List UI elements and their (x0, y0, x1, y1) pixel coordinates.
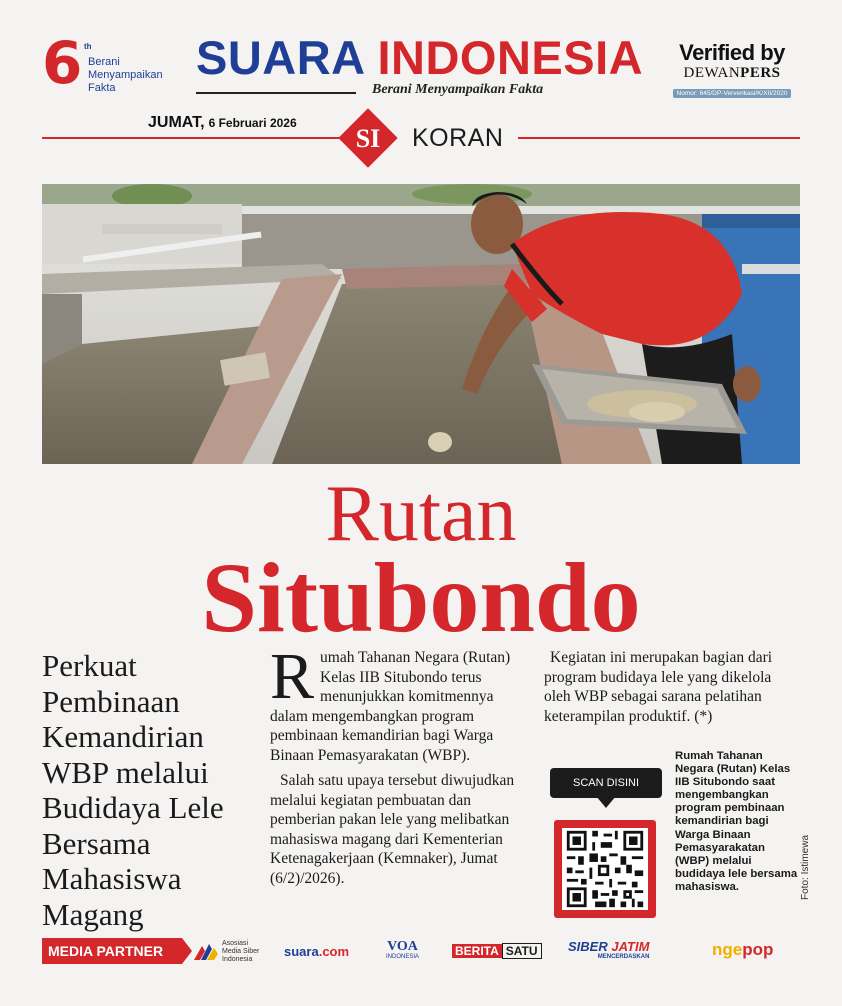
article-paragraph-1 (270, 640, 532, 765)
partner-beritasatu[interactable] (452, 942, 542, 960)
dateline-day: JUMAT, (148, 114, 205, 131)
media-partner-label: MEDIA PARTNER (42, 938, 182, 964)
scan-pointer (596, 796, 616, 808)
siber-text: SIBER (568, 939, 608, 954)
photo-caption: Rumah Tahanan Negara (Rutan) Kelas IIB Situbondo saat mengembangkan program pembinaan kemandirian bagi Warga Binaan Pemasyarakatan (WBP) melalui budidaya lele bersama mahasiswa. (675, 750, 798, 893)
amsi-text: Indonesia (222, 956, 253, 963)
partner-ngepop[interactable] (712, 940, 773, 960)
headline-line-1: Rutan (325, 470, 517, 558)
satu-text: SATU (502, 943, 542, 959)
section-label: KORAN (412, 124, 504, 152)
article-paragraph-3: Kegiatan ini merupakan bagian dari program budidaya lele yang dikelola oleh WBP sebagai sarana pelatihan keterampilan produktif. (*) (544, 649, 773, 725)
partner-amsi[interactable] (194, 940, 259, 964)
scan-here-label: SCAN DISINI (550, 768, 662, 798)
masthead-title-indonesia: INDONESIA (377, 31, 644, 84)
qr-code[interactable] (554, 820, 656, 918)
dewan-text: DEWAN (683, 65, 741, 81)
partner-suara-com[interactable] (284, 944, 349, 959)
header-rule-left (42, 137, 344, 139)
tagline-line: Fakta (88, 82, 116, 94)
tagline-line: Menyampaikan (88, 69, 163, 81)
anniversary-number: 6 (42, 29, 83, 97)
dotcom-text: .com (318, 944, 350, 959)
partner-voa[interactable] (386, 940, 419, 960)
qr-pattern-icon (562, 828, 648, 910)
qr-code-image (562, 828, 648, 910)
suara-text: suara (284, 944, 319, 959)
subhead-line: Budidaya Lele (42, 790, 224, 825)
dewan-pers (664, 64, 800, 82)
amsi-logo-icon (194, 942, 218, 960)
verified-by: Verified by (679, 40, 785, 65)
masthead (196, 31, 646, 97)
voa-subtext: INDONESIA (386, 954, 420, 960)
article-column-1 (270, 640, 532, 888)
jatim-text: JATIM (611, 939, 650, 954)
article-photo (42, 184, 800, 464)
tagline-line: Berani (88, 56, 120, 68)
subhead-line: Perkuat (42, 648, 137, 683)
siber-subtext: MENCERDASKAN (597, 954, 650, 960)
subhead-line: WBP melalui (42, 754, 209, 790)
masthead-subtitle: Berani Menyampaikan Fakta (372, 82, 544, 97)
masthead-title-suara: SUARA (196, 31, 364, 84)
subhead-line: Pembinaan (42, 683, 180, 719)
nge-text: nge (712, 940, 743, 959)
paragraph-text: umah Tahanan Negara (Rutan) Kelas IIB Situbondo terus menunjukkan komitmennya dalam mengembangkan program pembinaan kemandirian bagi Warga Binaan Pemasyarakatan (WBP). (270, 649, 511, 764)
masthead-title (196, 31, 646, 84)
subheadline (42, 648, 267, 932)
subhead-line: Magang (42, 896, 144, 932)
anniversary-suffix: th (84, 42, 92, 51)
masthead-rule (196, 92, 356, 94)
voa-text: VOA (387, 939, 418, 954)
header-rule-right (518, 137, 800, 139)
amsi-text: Media Siber (222, 948, 260, 955)
partner-siber-jatim[interactable] (568, 940, 649, 961)
photo-credit: Foto: Istimewa (800, 834, 811, 900)
verification-number: Nomor: 645/DP-Ververikasi/K/XII/2020 (673, 89, 792, 98)
anniversary-tagline (88, 56, 163, 95)
verified-badge (664, 42, 800, 100)
drop-cap: R (270, 640, 315, 713)
pop-text: pop (742, 940, 774, 959)
si-logo-text: SI (355, 124, 381, 153)
dateline-date: 6 Februari 2026 (208, 116, 297, 130)
subhead-line: Kemandirian (42, 719, 204, 754)
photo-illustration (42, 184, 800, 464)
article-paragraph-2: Salah satu upaya tersebut diwujudkan melalui kegiatan pembuatan dan pemberian pakan lele yang melibatkan mahasiswa magang dari Kementerian Ketenagakerjaan (Kemnaker), Jumat (6/2)/2026). (270, 772, 515, 887)
berita-text: BERITA (452, 944, 502, 958)
subhead-line: Mahasiswa (42, 861, 182, 896)
anniversary-logo (42, 29, 182, 100)
subhead-line: Bersama (42, 825, 151, 861)
article-column-2 (544, 648, 800, 726)
pers-text: PERS (740, 65, 781, 81)
si-logo (336, 106, 400, 170)
dateline (148, 114, 297, 132)
headline-line-2: Situbondo (201, 542, 641, 653)
amsi-text: Asosiasi (222, 940, 249, 947)
